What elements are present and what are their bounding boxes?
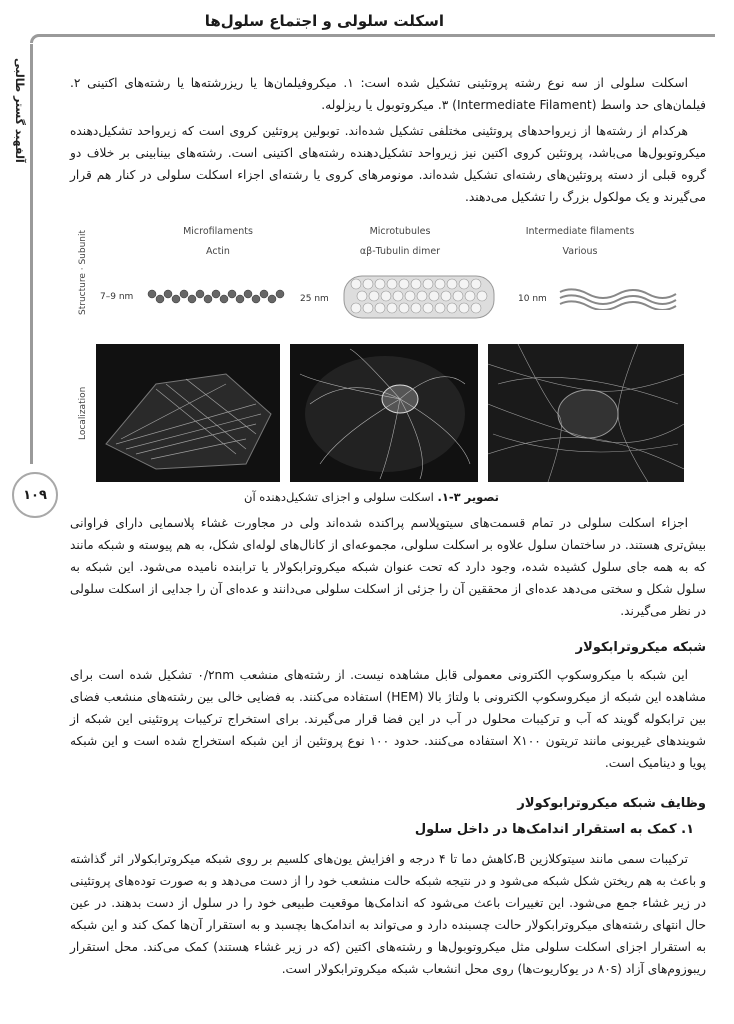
side-frame-line [30, 44, 33, 464]
intro-paragraph-2: هرکدام از رشته‌ها از زیرواحدهای پروتئینی مختلفی تشکیل شده‌اند. توبولین پروتئین کروی است که زیرواحد تشکیل‌دهنده میکروتوبول‌ها می‌باشد، پروتئین کروی اکتین نیز زیرواحد تشکیل‌دهنده رشته‌های اکتینی است. رشته‌های بینابینی بر خلاف دو گروه قبلی از دسته پروتئین‌های رشته‌ای تشکیل شده‌اند. مونومرهای کروی یا رشته‌ای اجزاء اسکلت سلولی در کنار هم قرار می‌گیرند و یک مولکول بزرگ را تشکیل می‌دهند. [70, 124, 706, 204]
section2-paragraph: ترکیبات سمی مانند سیتوکلازین B،کاهش دما تا ۴ درجه و افزایش یون‌های کلسیم بر روی شبکه میکروترابکولار اثر گذاشته و باعث به هم ریختن شکل شبکه می‌شود و در نتیجه شبکه حالت منشعب خود را از دست می‌دهد و به صورت توده‌های پروتئینی در زیر غشاء جمع می‌شود. این تغییرات باعث می‌شود که اندامک‌ها موقعیت طبیعی خود را در سلول از دست بدهند. در عین حال انتهای رشته‌های میکروترابکولار حالت چسبنده دارد و می‌تواند به اندامک‌ها بچسبد و به استقرار آن‌ها کمک کند و این شبکه به استقرار اجزای اسکلت سلولی مثل میکروتوبول‌ها و رشته‌های اکتین (که در زیر غشاء هستند) کمک می‌کند. محل استقرار ریبوزوم‌های آزاد (۸۰s در یوکاریوت‌ها) روی محل انشعاب شبکه میکروترابکولار است. [70, 852, 706, 976]
figure-row-label-localization: Localization [78, 386, 88, 440]
intro-paragraph-1: اسکلت سلولی از سه نوع رشته پروتئینی تشکیل شده است: ۱. میکروفیلمان‌ها یا ریزرشته‌ها یا رشته‌های اکتینی ۲. فیلمان‌های حد واسط (Intermediate Filament) ۳. میکروتوبول یا ریزلوله. [70, 76, 706, 112]
section1-paragraph: این شبکه با میکروسکوپ الکترونی معمولی قابل مشاهده نیست. از رشته‌های منشعب ۰/۲nm تشکیل شده است برای مشاهده این شبکه از میکروسکوپ الکترونی با ولتاژ بالا (HEM) استفاده می‌کنند. به فضایی خالی بین رشته‌های منشعب فضای بین ترابکوله گویند که آب و ترکیبات محلول در آب در این فضا قرار می‌گیرند. برای استخراج ترکیبات پروتئینی این شبکه از شویندهای غیریونی مانند تریتون X۱۰۰ استفاده می‌کنند. حدود ۱۰۰ نوع پروتئین از این شبکه استخراج شده است و این شبکه پویا و دینامیک است. [70, 668, 706, 770]
section-heading-functions: وظایف شبکه میکروترابوکولار [517, 796, 706, 811]
actin-filament-illustration [146, 286, 286, 308]
body-paragraph-1: اجزاء اسکلت سلولی در تمام قسمت‌های سیتوپلاسم پراکنده شده‌اند ولی در مجاورت غشاء پلاسمایی دارای فراوانی بیش‌تری هستند. در ساختمان سلول علاوه بر اسکلت سلولی، مجموعه‌ای از کانال‌های لوله‌ای شکل، به هم پیوسته و شبکه مانند که به همه جای سلول کشیده شده، وجود دارد که تحت عنوان شبکه میکروترابکولار یا ترابنده نامیده می‌شود. این شبکه به سلول شکل و سختی می‌دهد عده‌ای از محققین آن را جزئی از اسکلت سلولی می‌دانند و عده‌ای آن را جدایی از اسکلت سلولی در نظر می‌گیرند. [70, 516, 706, 618]
chapter-title: اسکلت سلولی و اجتماع سلول‌ها [204, 12, 444, 30]
page-number: ۱۰۹ [12, 472, 58, 518]
col-subunit-tubulin: αβ-Tubulin dimer [359, 246, 441, 257]
figure-caption-label: تصویر ۳-۱. [437, 490, 499, 504]
intro-text [70, 72, 706, 208]
microtubule-illustration [340, 272, 500, 322]
micrograph-microtubules [290, 344, 478, 482]
header-frame-line [30, 34, 715, 43]
micrograph-intermediate-filaments [488, 344, 684, 482]
cytoskeleton-figure [78, 222, 686, 484]
dim-label-25nm: 25 nm [300, 294, 329, 304]
section-heading-microtrabecular: شبکه میکروترابکولار [575, 640, 706, 655]
intermediate-filament-illustration [558, 284, 678, 310]
col-title-microfilaments: Microfilaments [183, 226, 253, 237]
micrograph-actin [96, 344, 280, 482]
dim-label-10nm: 10 nm [518, 294, 547, 304]
figure-row-label-structure: Structure · Subunit [78, 229, 88, 315]
col-title-intermediate: Intermediate filaments [525, 226, 635, 237]
dim-label-7-9nm: 7–9 nm [100, 292, 134, 302]
figure-caption [244, 490, 499, 504]
col-subunit-actin: Actin [206, 246, 230, 257]
section2-text-block [70, 848, 706, 980]
section1-text-block [70, 664, 706, 774]
col-title-microtubules: Microtubules [369, 226, 431, 237]
body-text [70, 512, 706, 622]
figure-caption-text: اسکلت سلولی و اجزای تشکیل‌دهنده آن [244, 490, 438, 504]
subsection-heading-organelle-anchoring: ۱. کمک به استقرار اندامک‌ها در داخل سلول [414, 822, 694, 837]
side-author-label: آلفهبد گستر طالبی [13, 58, 26, 163]
col-subunit-various: Various [562, 246, 598, 257]
